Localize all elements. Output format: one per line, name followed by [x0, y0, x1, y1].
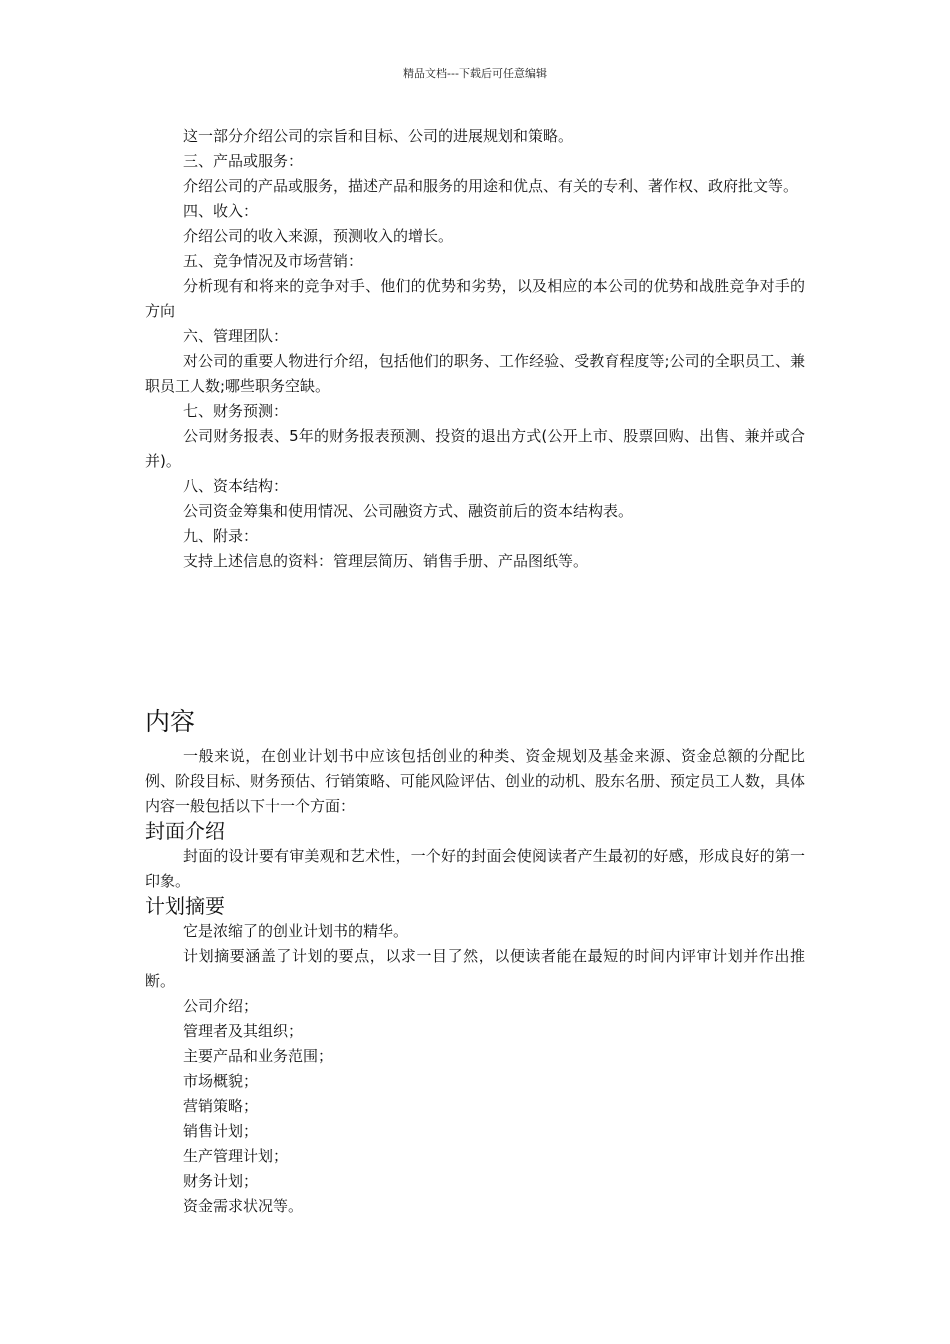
paragraph-forecast: 公司财务报表、5年的财务报表预测、投资的退出方式(公开上市、股票回购、出售、兼并或合并)。 — [145, 427, 805, 470]
section-heading-forecast: 七、财务预测： — [183, 402, 289, 420]
summary-list-item: 市场概貌； — [183, 1072, 259, 1090]
paragraph-team: 对公司的重要人物进行介绍，包括他们的职务、工作经验、受教育程度等;公司的全职员工、兼职员工人数;哪些职务空缺。 — [145, 352, 805, 395]
summary-list-item: 资金需求状况等。 — [183, 1197, 304, 1215]
summary-list-item: 销售计划； — [183, 1122, 259, 1140]
summary-list-item: 财务计划； — [183, 1172, 259, 1190]
paragraph-income: 介绍公司的收入来源，预测收入的增长。 — [183, 227, 454, 245]
summary-list-item: 营销策略； — [183, 1097, 259, 1115]
summary-list-item: 主要产品和业务范围； — [183, 1047, 334, 1065]
paragraph-purpose: 这一部分介绍公司的宗旨和目标、公司的进展规划和策略。 — [183, 127, 574, 145]
summary-list-item: 公司介绍； — [183, 997, 259, 1015]
top-section — [145, 124, 805, 574]
section-heading-capital: 八、资本结构： — [183, 477, 289, 495]
summary-heading: 计划摘要 — [145, 894, 225, 918]
cover-text: 封面的设计要有审美观和艺术性，一个好的封面会使阅读者产生最初的好感，形成良好的第一印象。 — [145, 847, 805, 890]
summary-list-item: 生产管理计划； — [183, 1147, 289, 1165]
content-intro: 一般来说，在创业计划书中应该包括创业的种类、资金规划及基金来源、资金总额的分配比例、阶段目标、财务预估、行销策略、可能风险评估、创业的动机、股东名册、预定员工人数，具体内容一般包括以下十一个方面： — [145, 747, 806, 815]
section-heading-income: 四、收入： — [183, 202, 259, 220]
paragraph-appendix: 支持上述信息的资料：管理层简历、销售手册、产品图纸等。 — [183, 552, 589, 570]
summary-list-item: 管理者及其组织； — [183, 1022, 304, 1040]
paragraph-capital: 公司资金筹集和使用情况、公司融资方式、融资前后的资本结构表。 — [183, 502, 634, 520]
cover-heading: 封面介绍 — [145, 819, 225, 843]
summary-paragraph: 计划摘要涵盖了计划的要点，以求一目了然，以便读者能在最短的时间内评审计划并作出推断。 — [145, 947, 805, 990]
section-heading-appendix: 九、附录： — [183, 527, 259, 545]
summary-paragraph: 它是浓缩了的创业计划书的精华。 — [183, 922, 409, 940]
page-header: 精品文档---下载后可任意编辑 — [403, 67, 547, 80]
content-section — [145, 704, 805, 1219]
paragraph-competition: 分析现有和将来的竞争对手、他们的优势和劣势，以及相应的本公司的优势和战胜竞争对手的方向 — [145, 277, 805, 320]
section-heading-products: 三、产品或服务： — [183, 152, 304, 170]
section-heading-team: 六、管理团队： — [183, 327, 289, 345]
paragraph-products: 介绍公司的产品或服务，描述产品和服务的用途和优点、有关的专利、著作权、政府批文等。 — [183, 177, 799, 195]
content-title: 内容 — [145, 707, 196, 736]
section-heading-competition: 五、竞争情况及市场营销： — [183, 252, 364, 270]
